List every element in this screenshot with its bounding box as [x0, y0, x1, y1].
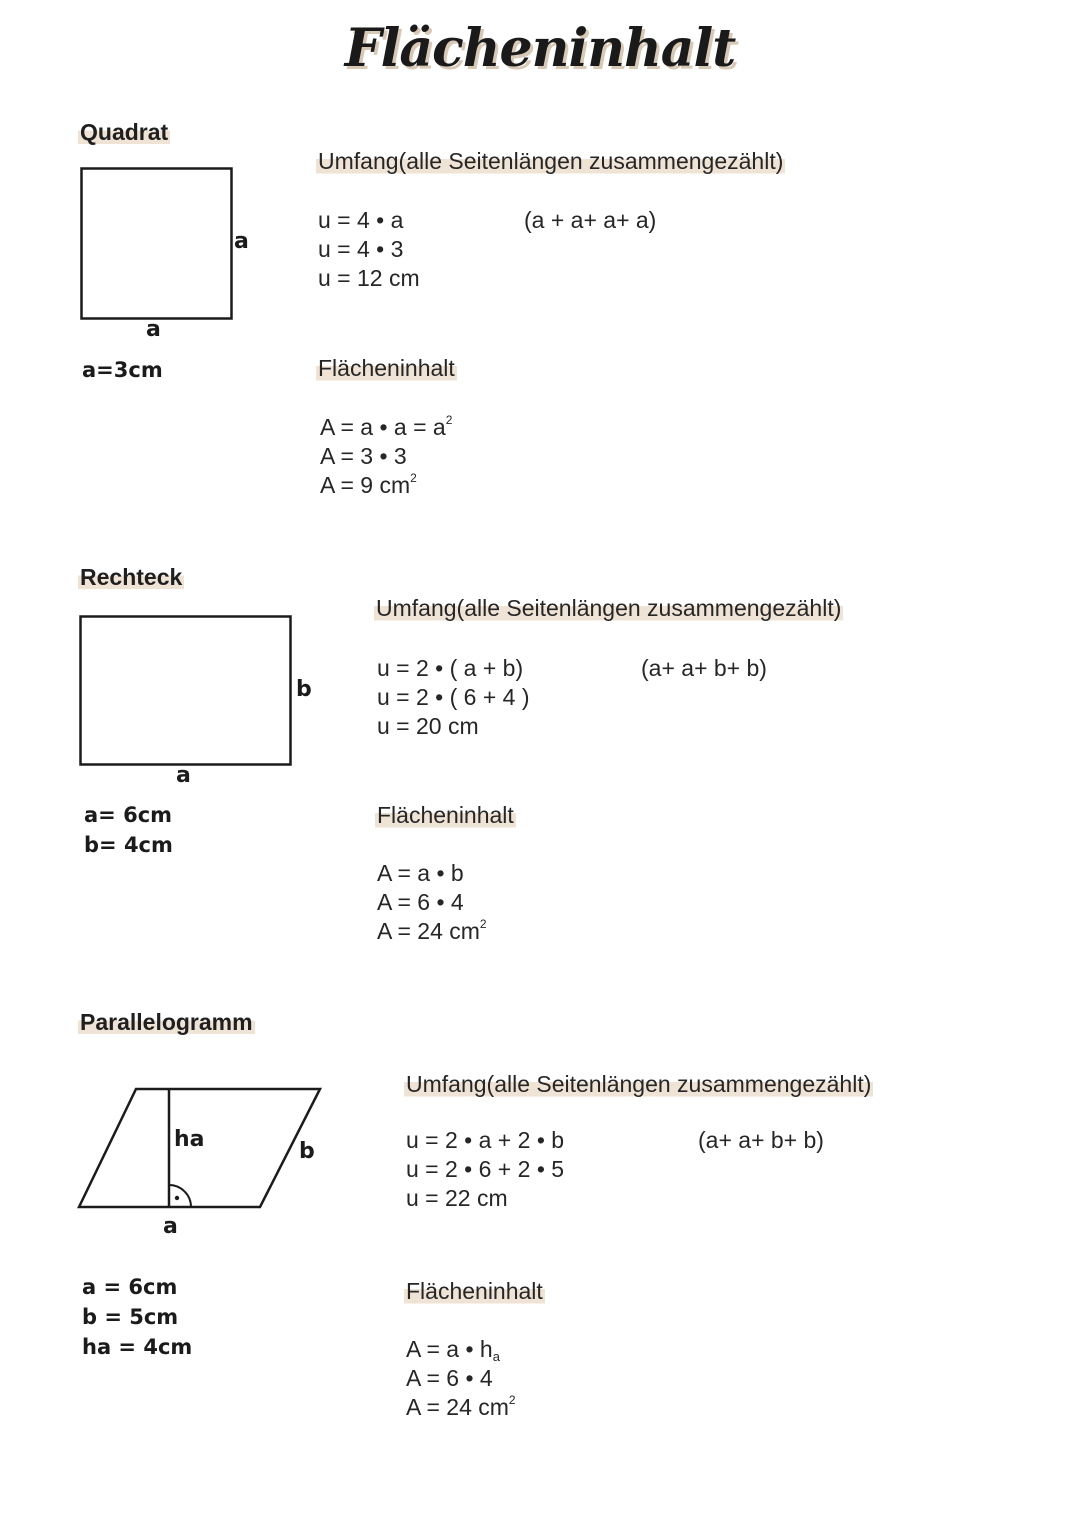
- formula-line: A = a • $a = a^2$: [320, 413, 453, 440]
- exponent: 2: [508, 1393, 516, 1407]
- quadrat-umfang-sum: (a + a+ a+ a): [524, 207, 657, 233]
- exponent: 2: [479, 917, 487, 931]
- given-value: b = 5cm: [82, 1305, 179, 1329]
- rechteck-side-label-right: b: [296, 677, 312, 702]
- parallelogramm-title: Parallelogramm: [80, 1009, 253, 1035]
- parallelogramm-side-label-right: b: [299, 1139, 315, 1164]
- formula-line: A = 24 $cm^2$: [377, 917, 487, 944]
- formula-line: A = 3 • 3: [320, 443, 407, 469]
- formula-line: u = 2 • 6 + 2 • 5: [406, 1156, 565, 1182]
- rechteck-title: Rechteck: [80, 564, 183, 590]
- formula-line: A = a • b: [377, 860, 464, 886]
- quadrat-title: Quadrat: [80, 119, 169, 145]
- exponent: 2: [445, 413, 453, 427]
- rechteck-flaeche-heading: Flächeninhalt: [377, 802, 514, 828]
- rechteck-umfang-formula: [377, 654, 530, 741]
- quadrat-flaeche-heading: Flächeninhalt: [318, 355, 455, 381]
- parallelogramm-umfang-formula: [406, 1126, 564, 1213]
- formula-line: u = 2 • ( 6 + 4 ): [377, 684, 530, 710]
- right-angle-icon: [169, 1185, 191, 1207]
- formula-line: A = a • ha: [406, 1336, 500, 1364]
- formula-line: u = 2 • a + 2 • b: [406, 1127, 565, 1153]
- quadrat-side-label-bottom: a: [146, 317, 161, 342]
- rechteck-umfang-heading: Umfang(alle Seitenlängen zusammengezählt): [376, 595, 842, 621]
- parallelogramm-given-values: [82, 1272, 192, 1362]
- quadrat-flaeche-formula: [320, 413, 452, 500]
- quadrat-side-label-right: a: [234, 229, 249, 254]
- parallelogramm-flaeche-formula: [406, 1335, 516, 1422]
- rechteck-shape: [81, 617, 291, 765]
- rechteck-figure: [79, 615, 293, 767]
- given-value: ha = 4cm: [82, 1335, 193, 1359]
- formula-line: A = 9 $cm^2$: [320, 471, 417, 498]
- formula-line: u = 20 cm: [377, 713, 479, 739]
- formula-line: A = 24 $cm^2$: [406, 1393, 516, 1420]
- quadrat-umfang-formula: [318, 206, 420, 293]
- parallelogramm-flaeche-heading: Flächeninhalt: [406, 1278, 543, 1304]
- parallelogramm-side-label-bottom: a: [163, 1214, 178, 1239]
- formula-line: A = 6 • 4: [377, 889, 464, 915]
- right-angle-dot: [175, 1196, 179, 1200]
- quadrat-umfang-heading: Umfang(alle Seitenlängen zusammengezählt): [318, 148, 784, 174]
- formula-line: u = 4 • 3: [318, 236, 404, 262]
- rechteck-flaeche-formula: [377, 859, 487, 946]
- formula-line: u = 12 cm: [318, 265, 420, 291]
- formula-line: u = 2 • ( a + b): [377, 655, 524, 681]
- given-value: b= 4cm: [84, 833, 173, 857]
- formula-line: A = 6 • 4: [406, 1365, 493, 1391]
- given-value: a=3cm: [82, 358, 163, 382]
- formula-line: u = 4 • a: [318, 207, 404, 233]
- page-title: Flächeninhalt: [344, 18, 736, 79]
- subscript: a: [492, 1349, 500, 1364]
- parallelogramm-height-label: ha: [174, 1127, 205, 1152]
- formula-line: u = 22 cm: [406, 1185, 508, 1211]
- exponent: 2: [410, 471, 417, 485]
- quadrat-given-values: [82, 355, 163, 385]
- quadrat-figure: [80, 167, 234, 321]
- rechteck-given-values: [84, 800, 173, 860]
- parallelogramm-umfang-heading: Umfang(alle Seitenlängen zusammengezählt): [406, 1071, 872, 1097]
- parallelogramm-umfang-sum: (a+ a+ b+ b): [698, 1127, 824, 1153]
- given-value: a= 6cm: [84, 803, 173, 827]
- given-value: a = 6cm: [82, 1275, 178, 1299]
- rechteck-side-label-bottom: a: [176, 763, 191, 788]
- rechteck-umfang-sum: (a+ a+ b+ b): [641, 655, 767, 681]
- quadrat-shape: [82, 169, 232, 319]
